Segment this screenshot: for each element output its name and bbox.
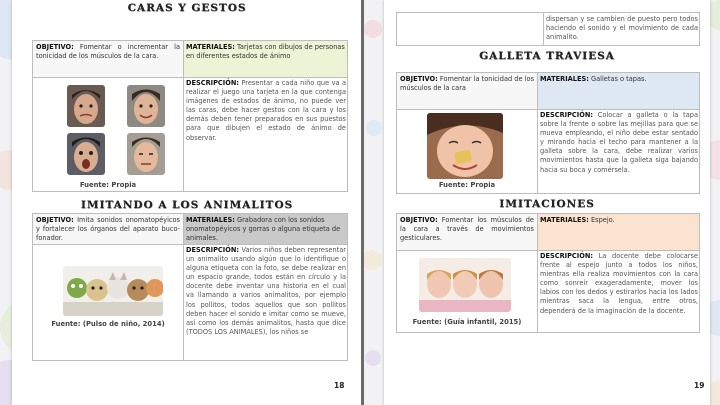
mirror-children-photo [419,258,511,312]
child-face-photo-4 [127,133,165,175]
materials-text: Espejo. [588,216,615,224]
page-number: 19 [694,381,705,390]
objective-cell [33,41,183,77]
description-cell [537,250,700,333]
girl-cookie-photo [427,113,503,179]
activity-card-imitando-animalitos [32,213,348,361]
description-cell [183,77,348,192]
continuation-text: dispersan y se cambien de puesto pero todos haciendo el sonido y el movimiento de cada animalito. [543,13,700,46]
description-text: Presentar a cada niño que va a realizar el juego una tarjeta en la que contenga imágenes de estados de ánimo, no puede ver las caras, debe hacer gestos con la cara y los demás deben tener preparados en sus puestos para que dibujen el estado de ánimo de observar. [186,79,346,142]
image-source: Fuente: Propia [79,181,137,189]
description-label: DESCRIPCIÓN: [540,252,593,260]
animal-puppets-photo [63,266,163,316]
materials-label: MATERIALES: [540,216,589,224]
description-text: Colocar a galleta o la tapa sobre la frente o sobre las mejillas para que se mueva empleando, el niño debe estar sentado y mirando hacia el techo para mantener a la galleta sobre la cara, debe realizar varios movimientos hasta que la galleta siga bajando hacia su boca y comérsela. [540,111,698,174]
activity-title: GALLETA TRAVIESA [479,50,615,62]
activity-title: IMITACIONES [499,198,595,210]
materials-cell [537,73,700,109]
description-text: Varios niños deben representar un animalito usando algún que lo identifique o alguna etiqueta con la foto, se debe realizar en un espacio grande, todos están en círculo y la docente debe inventar una historia en el cual va llamando a varios animalitos, por ejemplo los pollitos, todos aquellos que son pollitos deben hacer el sonido e imitar como se mueve, así como los demás animalitos, hasta que dice (TODOS LOS ANIMALES), los niños se [186,246,346,336]
activity-card-imitaciones [396,213,700,333]
materials-text: Galletas o tapas. [588,75,647,83]
activity-title: CARAS Y GESTOS [127,2,247,14]
image-source: Fuente: (Guía infantil, 2015) [412,318,522,326]
previous-activity-continuation [396,12,700,46]
activity-card-caras-y-gestos [32,40,348,192]
objective-cell [397,214,537,250]
materials-label: MATERIALES: [186,43,235,51]
objective-cell [33,214,183,244]
materials-cell [537,214,700,250]
materials-text: Grabadora con los sonidos onomatopéyicos y gorras o alguna etiqueta de animales. [186,216,341,243]
materials-text: Tarjetas con dibujos de personas en diferentes estados de ánimo [186,43,345,61]
objective-label: OBJETIVO: [400,75,438,83]
materials-label: MATERIALES: [186,216,235,224]
materials-label: MATERIALES: [540,75,589,83]
objective-label: OBJETIVO: [400,216,438,224]
objective-cell [397,73,537,109]
description-label: DESCRIPCIÓN: [540,111,593,119]
image-source: Fuente: Propia [438,181,496,189]
objective-text: Imita sonidos onomatopéyicos y fortalecer los órganos del aparato buco-fonador. [36,216,180,243]
activity-title: IMITANDO A LOS ANIMALITOS [80,199,294,211]
objective-text: Fomentar o incrementar la tonicidad de los músculos de la cara. [36,43,180,61]
page-number: 18 [334,381,345,390]
objective-text: Fomentar la tonicidad de los músculos de la cara [400,75,534,93]
activity-card-galleta-traviesa [396,72,700,194]
materials-cell [183,41,348,77]
objective-text: Fomentar los músculos de la cara a través de movimientos gesticulares. [400,216,534,243]
description-cell [537,109,700,194]
objective-label: OBJETIVO: [36,43,74,51]
materials-cell [183,214,348,244]
objective-label: OBJETIVO: [36,216,74,224]
child-face-photo-1 [67,85,105,127]
child-face-photo-2 [127,85,165,127]
image-source: Fuente: (Pulso de niño, 2014) [51,320,165,328]
description-cell [183,244,348,361]
description-label: DESCRIPCIÓN: [186,79,239,87]
child-face-photo-3 [67,133,105,175]
right-page [384,0,710,405]
description-text: La docente debe colocarse frente al espejo junto a todos los niños, mientras ella realiza movimientos con la cara como sonreír exageradamente, mover los labios con los dedos y estirarlos hacia los lados mientras saca la lengua, entre otros, dependerá de la imaginación de la docente. [540,252,698,315]
left-page [12,0,362,405]
description-label: DESCRIPCIÓN: [186,246,239,254]
